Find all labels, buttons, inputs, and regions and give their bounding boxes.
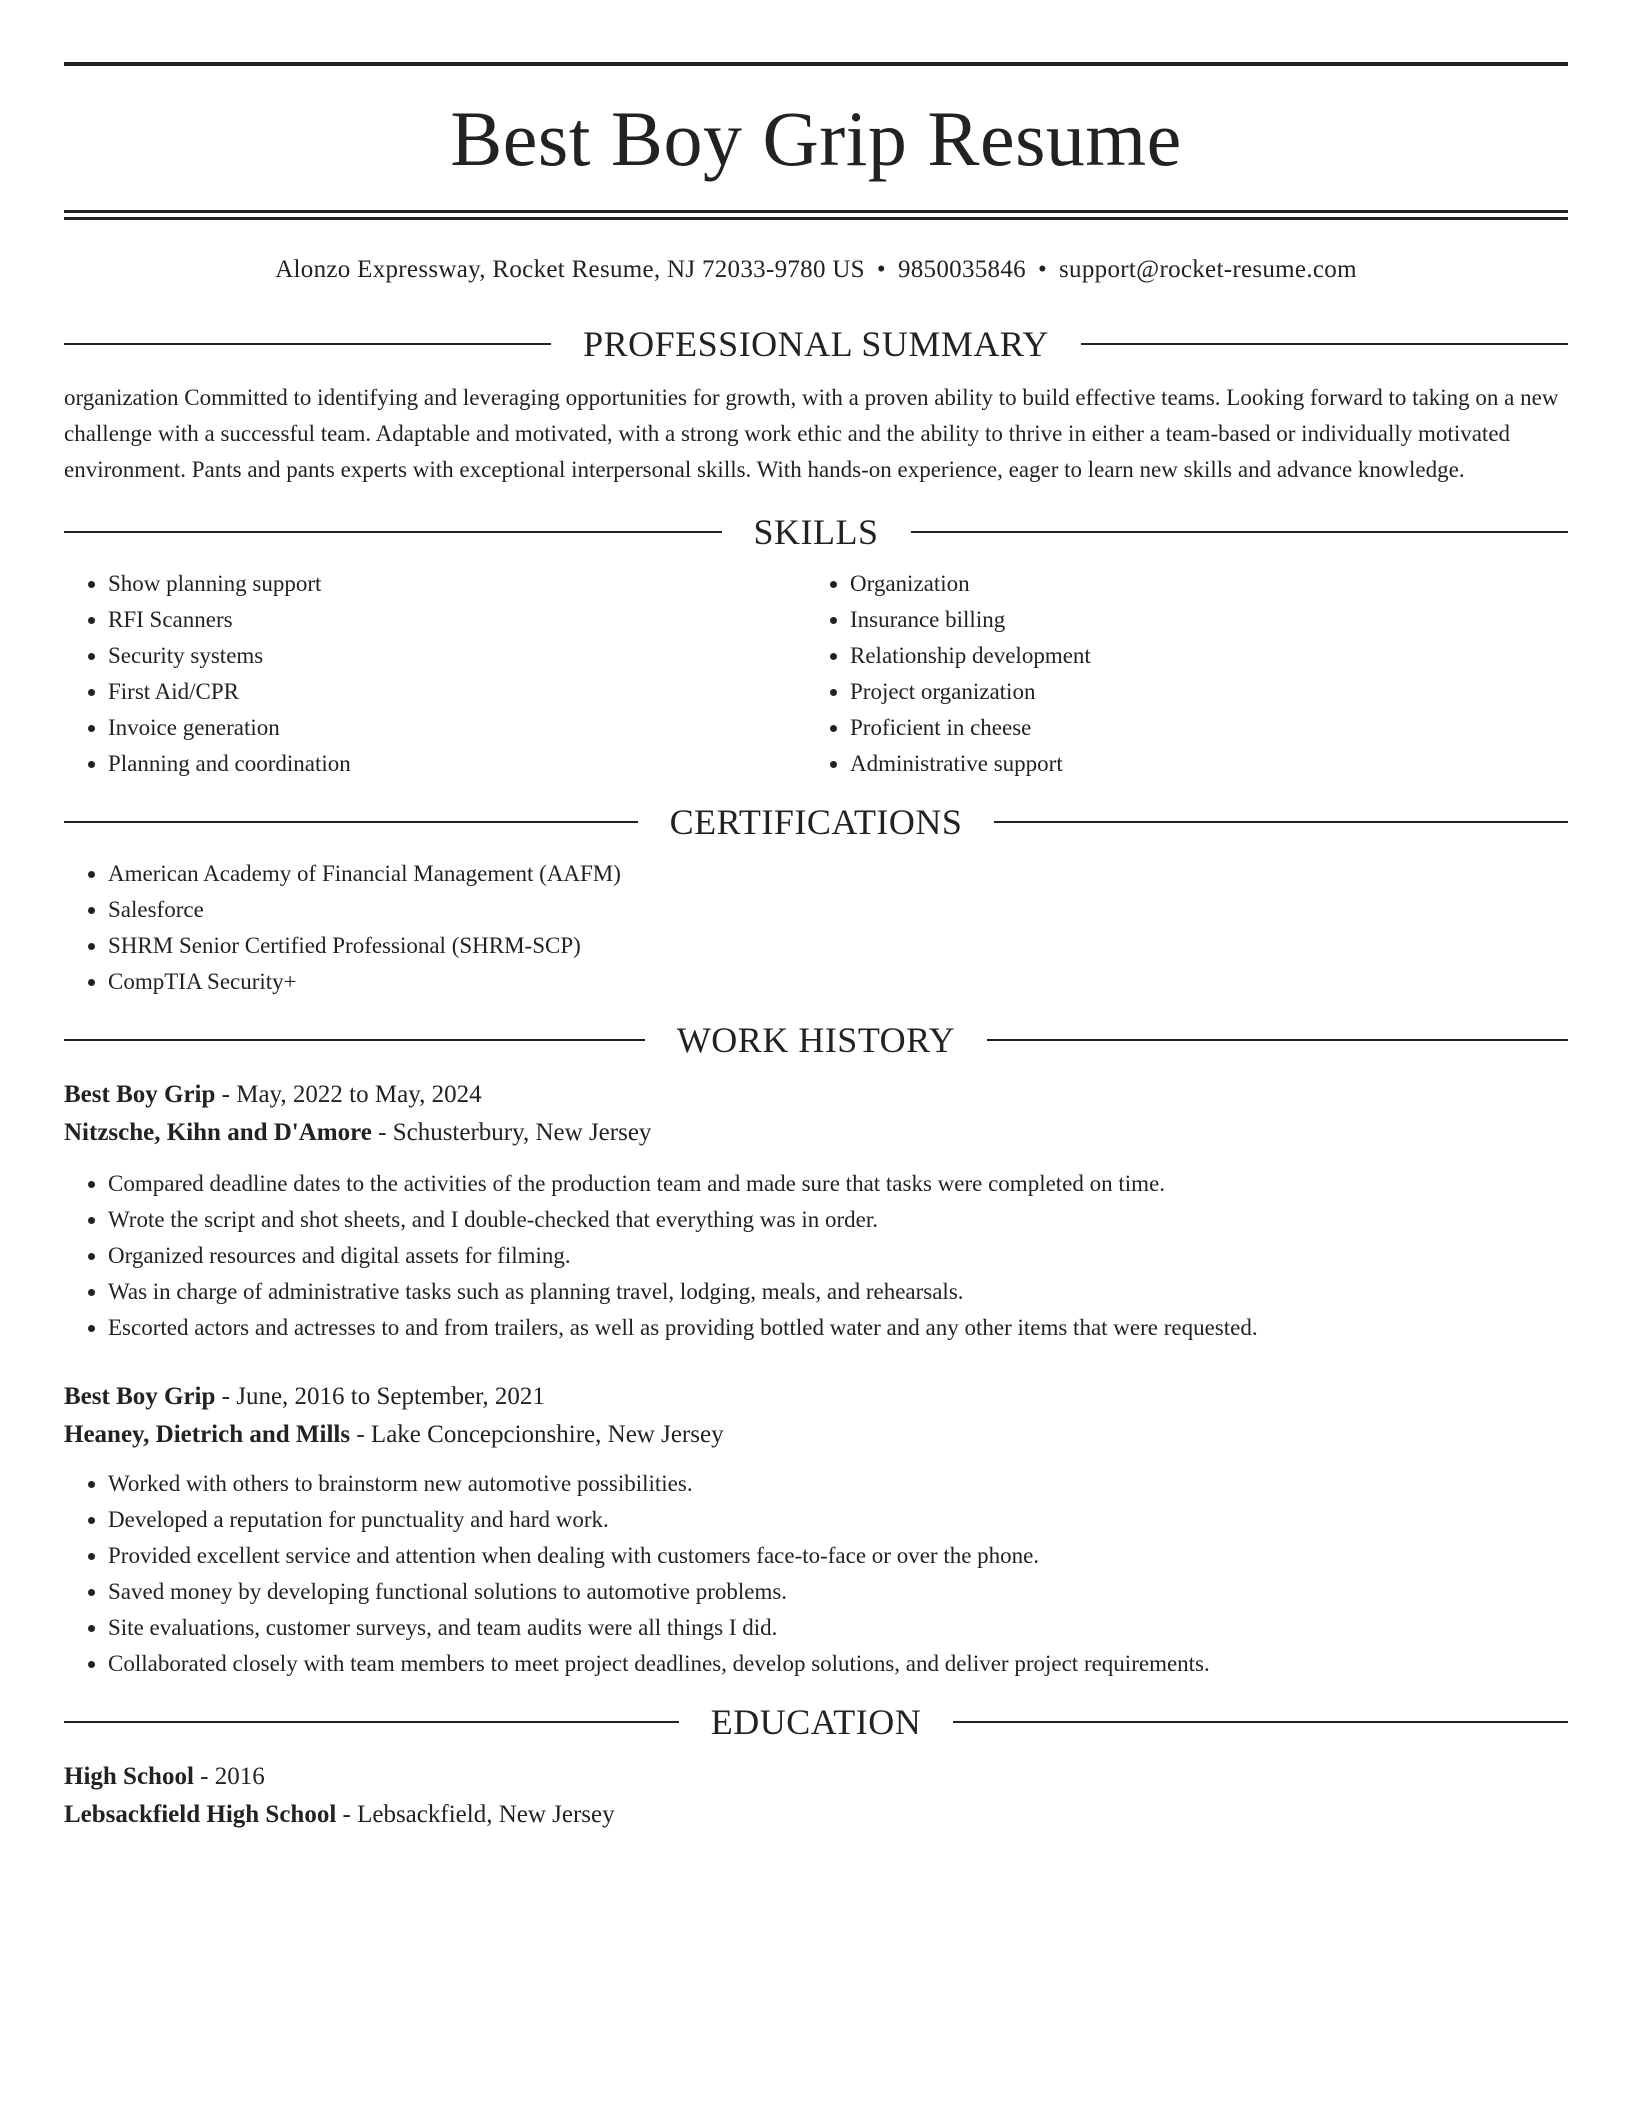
education-degree: High School [64,1763,194,1790]
skill-item: • Administrative support [850,746,1548,782]
job-title: Best Boy Grip [64,1383,216,1410]
section-header-summary [64,322,1568,366]
job-bullet: • Worked with others to brainstorm new automotive possibilities. [108,1466,1568,1502]
job-bullet: • Organized resources and digital assets for filming. [108,1238,1568,1274]
skill-item: • Insurance billing [850,602,1548,638]
job-title: Best Boy Grip [64,1081,216,1108]
job-company-line [64,1114,1568,1152]
divider-line [953,1721,1568,1723]
skills-column-right [806,566,1548,782]
education-year: - 2016 [193,1763,265,1790]
job-title-line [64,1076,1568,1114]
divider-line [1081,343,1568,345]
summary-text: organization Committed to identifying and leveraging opportunities for growth, with a proven ability to build effective teams. Looking forward to taking on a new challenge with a successful team. Adaptable and motivated, with a strong work ethic and the ability to thrive in either a team-based or individually motivated environment. Pants and pants experts with exceptional interpersonal skills. With hands-on experience, eager to learn new skills and advance knowledge. [64,385,1559,482]
skill-item: • Project organization [850,674,1548,710]
contact-email[interactable]: support@rocket-resume.com [1059,256,1357,283]
job-bullet: • Escorted actors and actresses to and from trailers, as well as providing bottled water and any other items that were requested. [108,1310,1568,1346]
contact-address: Alonzo Expressway, Rocket Resume, NJ 72033-9780 US [275,256,865,283]
section-header-skills [64,510,1568,554]
contact-line [64,256,1568,296]
divider-line [64,821,638,823]
job-dates: - June, 2016 to September, 2021 [215,1383,545,1410]
divider-line [64,1039,645,1041]
skill-item: • Invoice generation [108,710,806,746]
job-bullet: • Collaborated closely with team members to meet project deadlines, develop solutions, and deliver project requirements. [108,1646,1568,1682]
job-bullet: • Saved money by developing functional solutions to automotive problems. [108,1574,1568,1610]
skill-item: • RFI Scanners [108,602,806,638]
job-entry [64,1076,1568,1346]
section-title-skills: SKILLS [753,512,879,552]
section-title-work: WORK HISTORY [676,1020,956,1060]
skill-item: • Security systems [108,638,806,674]
section-title-education: EDUCATION [710,1702,922,1742]
divider-line [64,531,722,533]
title-double-rule [64,210,1568,220]
section-title-summary: PROFESSIONAL SUMMARY [583,324,1049,364]
resume-page [64,62,1568,1834]
job-location: - Schusterbury, New Jersey [371,1119,652,1146]
education-entry [64,1758,1568,1834]
skills-list [64,566,1568,782]
certification-item: • SHRM Senior Certified Professional (SHRM-SCP) [108,928,1568,964]
skill-item: • Organization [850,566,1548,602]
section-header-work [64,1018,1568,1062]
section-header-education [64,1700,1568,1744]
job-bullet: • Developed a reputation for punctuality and hard work. [108,1502,1568,1538]
certification-item: • Salesforce [108,892,1568,928]
job-company: Nitzsche, Kihn and D'Amore [64,1119,372,1146]
education-school-line [64,1796,1568,1834]
contact-separator: • [1037,256,1048,283]
job-bullet: • Was in charge of administrative tasks such as planning travel, lodging, meals, and rehearsals. [108,1274,1568,1310]
education-school: Lebsackfield High School [64,1801,337,1828]
skill-item: • Show planning support [108,566,806,602]
contact-separator: • [876,256,886,283]
contact-phone[interactable]: 9850035846 [897,256,1026,283]
job-bullets [64,1166,1568,1346]
job-bullet: • Site evaluations, customer surveys, and team audits were all things I did. [108,1610,1568,1646]
job-dates: - May, 2022 to May, 2024 [215,1081,482,1108]
skill-item: • Proficient in cheese [850,710,1548,746]
certification-item: • CompTIA Security+ [108,964,1568,1000]
skill-item: • First Aid/CPR [108,674,806,710]
job-location: - Lake Concepcionshire, New Jersey [350,1421,724,1448]
certifications-list [64,856,1568,1000]
skill-item: • Relationship development [850,638,1548,674]
job-bullet: • Wrote the script and shot sheets, and I double-checked that everything was in order. [108,1202,1568,1238]
divider-line [64,1721,679,1723]
job-company-line [64,1416,1568,1454]
job-bullets [64,1466,1568,1682]
divider-line [987,1039,1568,1041]
resume-title: Best Boy Grip Resume [450,95,1182,182]
section-header-certifications [64,800,1568,844]
job-bullet: • Compared deadline dates to the activities of the production team and made sure that tasks were completed on time. [108,1166,1568,1202]
job-company: Heaney, Dietrich and Mills [64,1421,351,1448]
education-location: - Lebsackfield, New Jersey [336,1801,615,1828]
certification-item: • American Academy of Financial Management (AAFM) [108,856,1568,892]
skill-item: • Planning and coordination [108,746,806,782]
job-entry [64,1378,1568,1682]
job-title-line [64,1378,1568,1416]
divider-line [994,821,1568,823]
education-degree-line [64,1758,1568,1796]
job-bullet: • Provided excellent service and attention when dealing with customers face-to-face or over the phone. [108,1538,1568,1574]
skills-column-left [64,566,806,782]
top-rule [64,62,1568,66]
divider-line [64,343,551,345]
divider-line [911,531,1569,533]
section-title-certifications: CERTIFICATIONS [669,802,963,842]
